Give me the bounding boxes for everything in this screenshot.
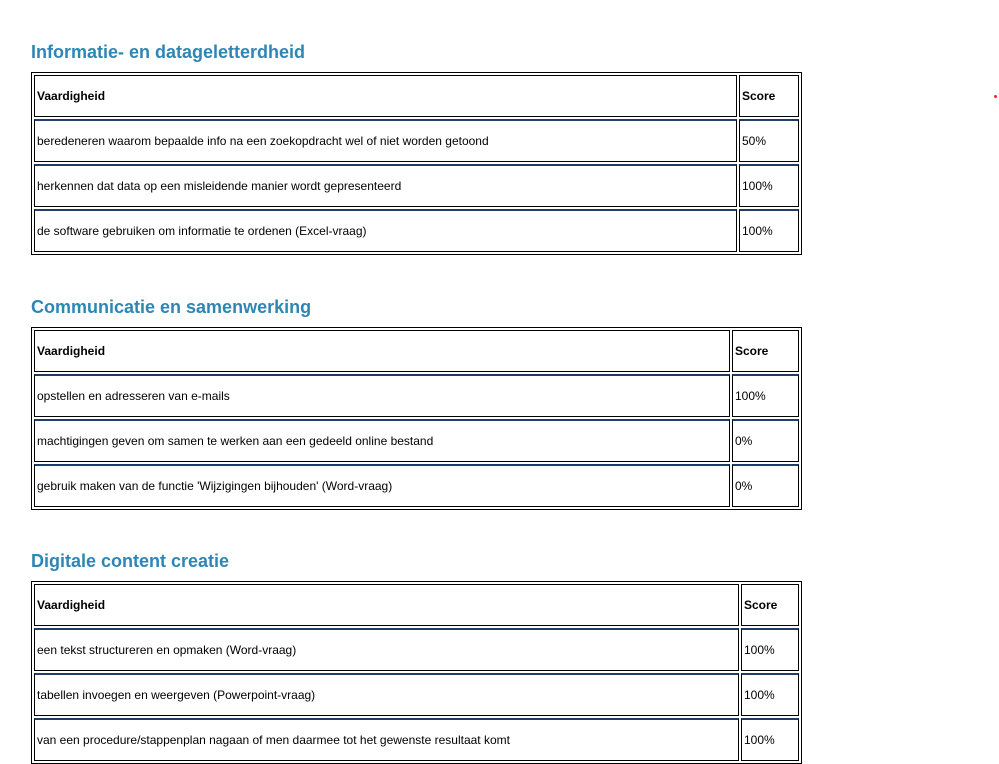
score-cell: 100%: [739, 164, 799, 207]
header-score: Score: [741, 584, 799, 626]
table-header-row: [34, 330, 799, 372]
skill-cell: tabellen invoegen en weergeven (Powerpoint-vraag): [34, 673, 739, 716]
table-row: [34, 119, 799, 162]
score-cell: 100%: [741, 628, 799, 671]
score-cell: 100%: [741, 718, 799, 761]
table-row: [34, 628, 799, 671]
skill-cell: gebruik maken van de functie 'Wijzigingen bijhouden' (Word-vraag): [34, 464, 730, 507]
table-row: [34, 419, 799, 462]
skills-table: [31, 581, 802, 764]
skill-cell: de software gebruiken om informatie te ordenen (Excel-vraag): [34, 209, 737, 252]
table-row: [34, 464, 799, 507]
header-skill: Vaardigheid: [34, 584, 739, 626]
section-informatie: [31, 41, 802, 255]
skills-table: [31, 327, 802, 510]
section-communicatie: [31, 296, 802, 510]
table-row: [34, 209, 799, 252]
skill-cell: beredeneren waarom bepaalde info na een zoekopdracht wel of niet worden getoond: [34, 119, 737, 162]
red-dot-marker: [994, 95, 997, 98]
score-cell: 100%: [732, 374, 799, 417]
section-digitale-content: [31, 550, 802, 764]
score-cell: 50%: [739, 119, 799, 162]
table-row: [34, 673, 799, 716]
score-cell: 0%: [732, 419, 799, 462]
header-score: Score: [732, 330, 799, 372]
skill-cell: van een procedure/stappenplan nagaan of men daarmee tot het gewenste resultaat komt: [34, 718, 739, 761]
table-row: [34, 374, 799, 417]
section-title: Informatie- en datageletterdheid: [31, 42, 306, 62]
skill-cell: opstellen en adresseren van e-mails: [34, 374, 730, 417]
table-row: [34, 164, 799, 207]
table-header-row: [34, 75, 799, 117]
header-skill: Vaardigheid: [34, 330, 730, 372]
header-score: Score: [739, 75, 799, 117]
score-cell: 0%: [732, 464, 799, 507]
section-title: Communicatie en samenwerking: [31, 297, 312, 317]
skill-cell: herkennen dat data op een misleidende manier wordt gepresenteerd: [34, 164, 737, 207]
skills-table: [31, 72, 802, 255]
skill-cell: een tekst structureren en opmaken (Word-vraag): [34, 628, 739, 671]
header-skill: Vaardigheid: [34, 75, 737, 117]
score-cell: 100%: [739, 209, 799, 252]
section-title: Digitale content creatie: [31, 551, 230, 571]
score-cell: 100%: [741, 673, 799, 716]
skill-cell: machtigingen geven om samen te werken aan een gedeeld online bestand: [34, 419, 730, 462]
table-header-row: [34, 584, 799, 626]
